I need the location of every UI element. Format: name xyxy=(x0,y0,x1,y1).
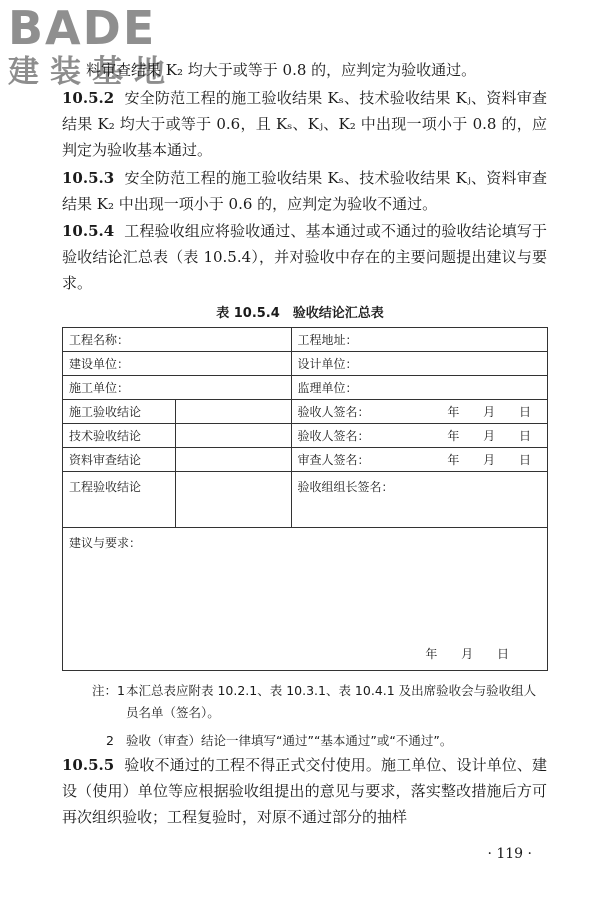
clause-number: 10.5.3 xyxy=(62,169,115,187)
date-label: 年 月 日 xyxy=(447,453,541,467)
date-label: 年 月 日 xyxy=(447,405,541,419)
signer-label: 审查人签名： xyxy=(297,453,370,467)
row-label: 施工验收结论 xyxy=(63,400,176,424)
clause-10-5-2 xyxy=(62,85,547,163)
row-value-blank xyxy=(175,400,291,424)
row-sign-cell xyxy=(291,424,548,448)
date-label: 年 月 日 xyxy=(447,429,541,443)
watermark-logo-bottom: 建装基地 xyxy=(8,54,176,90)
clause-10-5-3 xyxy=(62,165,547,217)
clause-10-5-5 xyxy=(62,752,547,830)
row-label: 资料审查结论 xyxy=(63,448,176,472)
note-1-label: 1 xyxy=(117,683,125,698)
paragraph-continued-text: 料审查结果 K₂ 均大于或等于 0.8 的，应判定为验收通过。 xyxy=(86,61,477,79)
clause-text: 工程验收组应将验收通过、基本通过或不通过的验收结论填写于验收结论汇总表（表 10.5.4），并对验收中存在的主要问题提出建议与要求。 xyxy=(62,222,547,292)
leader-sign-cell: 验收组组长签名： xyxy=(291,472,548,528)
row-sign-cell xyxy=(291,448,548,472)
clause-number: 10.5.5 xyxy=(62,756,115,774)
clause-10-5-4 xyxy=(62,218,547,296)
row-value-blank xyxy=(175,448,291,472)
suggestions-cell xyxy=(63,528,548,671)
clause-number: 10.5.4 xyxy=(62,222,115,240)
table-row xyxy=(63,376,548,400)
clause-text: 验收不通过的工程不得正式交付使用。施工单位、设计单位、建设（使用）单位等应根据验收组提出的意见与要求，落实整改措施后方可再次组织验收；工程复验时，对原不通过部分的抽样 xyxy=(62,756,547,826)
clause-number: 10.5.2 xyxy=(62,89,115,107)
supervision-unit-cell: 监理单位： xyxy=(291,376,548,400)
table-row xyxy=(63,400,548,424)
page-number: · 119 · xyxy=(487,846,532,862)
signer-label: 验收人签名： xyxy=(297,429,370,443)
table-row xyxy=(63,472,548,528)
acceptance-summary-table xyxy=(62,327,548,671)
table-row xyxy=(63,448,548,472)
construction-unit-cell: 建设单位： xyxy=(63,352,292,376)
suggestions-date: 年 月 日 xyxy=(425,647,519,661)
row-sign-cell xyxy=(291,400,548,424)
note-1 xyxy=(92,680,542,724)
project-conclusion-label: 工程验收结论 xyxy=(63,472,176,528)
table-row xyxy=(63,352,548,376)
table-row xyxy=(63,424,548,448)
project-name-cell: 工程名称： xyxy=(63,328,292,352)
note-2 xyxy=(92,730,542,752)
note-2-text: 验收（审查）结论一律填写“通过”“基本通过”或“不通过”。 xyxy=(126,733,453,748)
table-caption: 表 10.5.4 验收结论汇总表 xyxy=(216,306,384,321)
note-2-label: 2 xyxy=(106,733,114,748)
project-address-cell: 工程地址： xyxy=(291,328,548,352)
table-row xyxy=(63,328,548,352)
notes-title: 注： xyxy=(92,683,118,698)
note-1-text: 本汇总表应附表 10.2.1、表 10.3.1、表 10.4.1 及出席验收会与验收组人员名单（签名）。 xyxy=(126,683,537,720)
clause-text: 安全防范工程的施工验收结果 Kₛ、技术验收结果 Kⱼ、资料审查结果 K₂ 中出现一项小于 0.6 的，应判定为验收不通过。 xyxy=(62,169,547,213)
suggestions-label: 建议与要求： xyxy=(69,536,142,550)
table-notes xyxy=(92,680,542,752)
paragraph-continued xyxy=(86,57,547,83)
design-unit-cell: 设计单位： xyxy=(291,352,548,376)
project-conclusion-blank xyxy=(175,472,291,528)
watermark-logo-top: BADE xyxy=(8,1,157,55)
builder-unit-cell: 施工单位： xyxy=(63,376,292,400)
table-row xyxy=(63,528,548,671)
clause-text: 安全防范工程的施工验收结果 Kₛ、技术验收结果 Kⱼ、资料审查结果 K₂ 均大于或等于 0.6，且 Kₛ、Kⱼ、K₂ 中出现一项小于 0.8 的，应判定为验收基本通过。 xyxy=(62,89,547,159)
row-label: 技术验收结论 xyxy=(63,424,176,448)
row-value-blank xyxy=(175,424,291,448)
signer-label: 验收人签名： xyxy=(297,405,370,419)
